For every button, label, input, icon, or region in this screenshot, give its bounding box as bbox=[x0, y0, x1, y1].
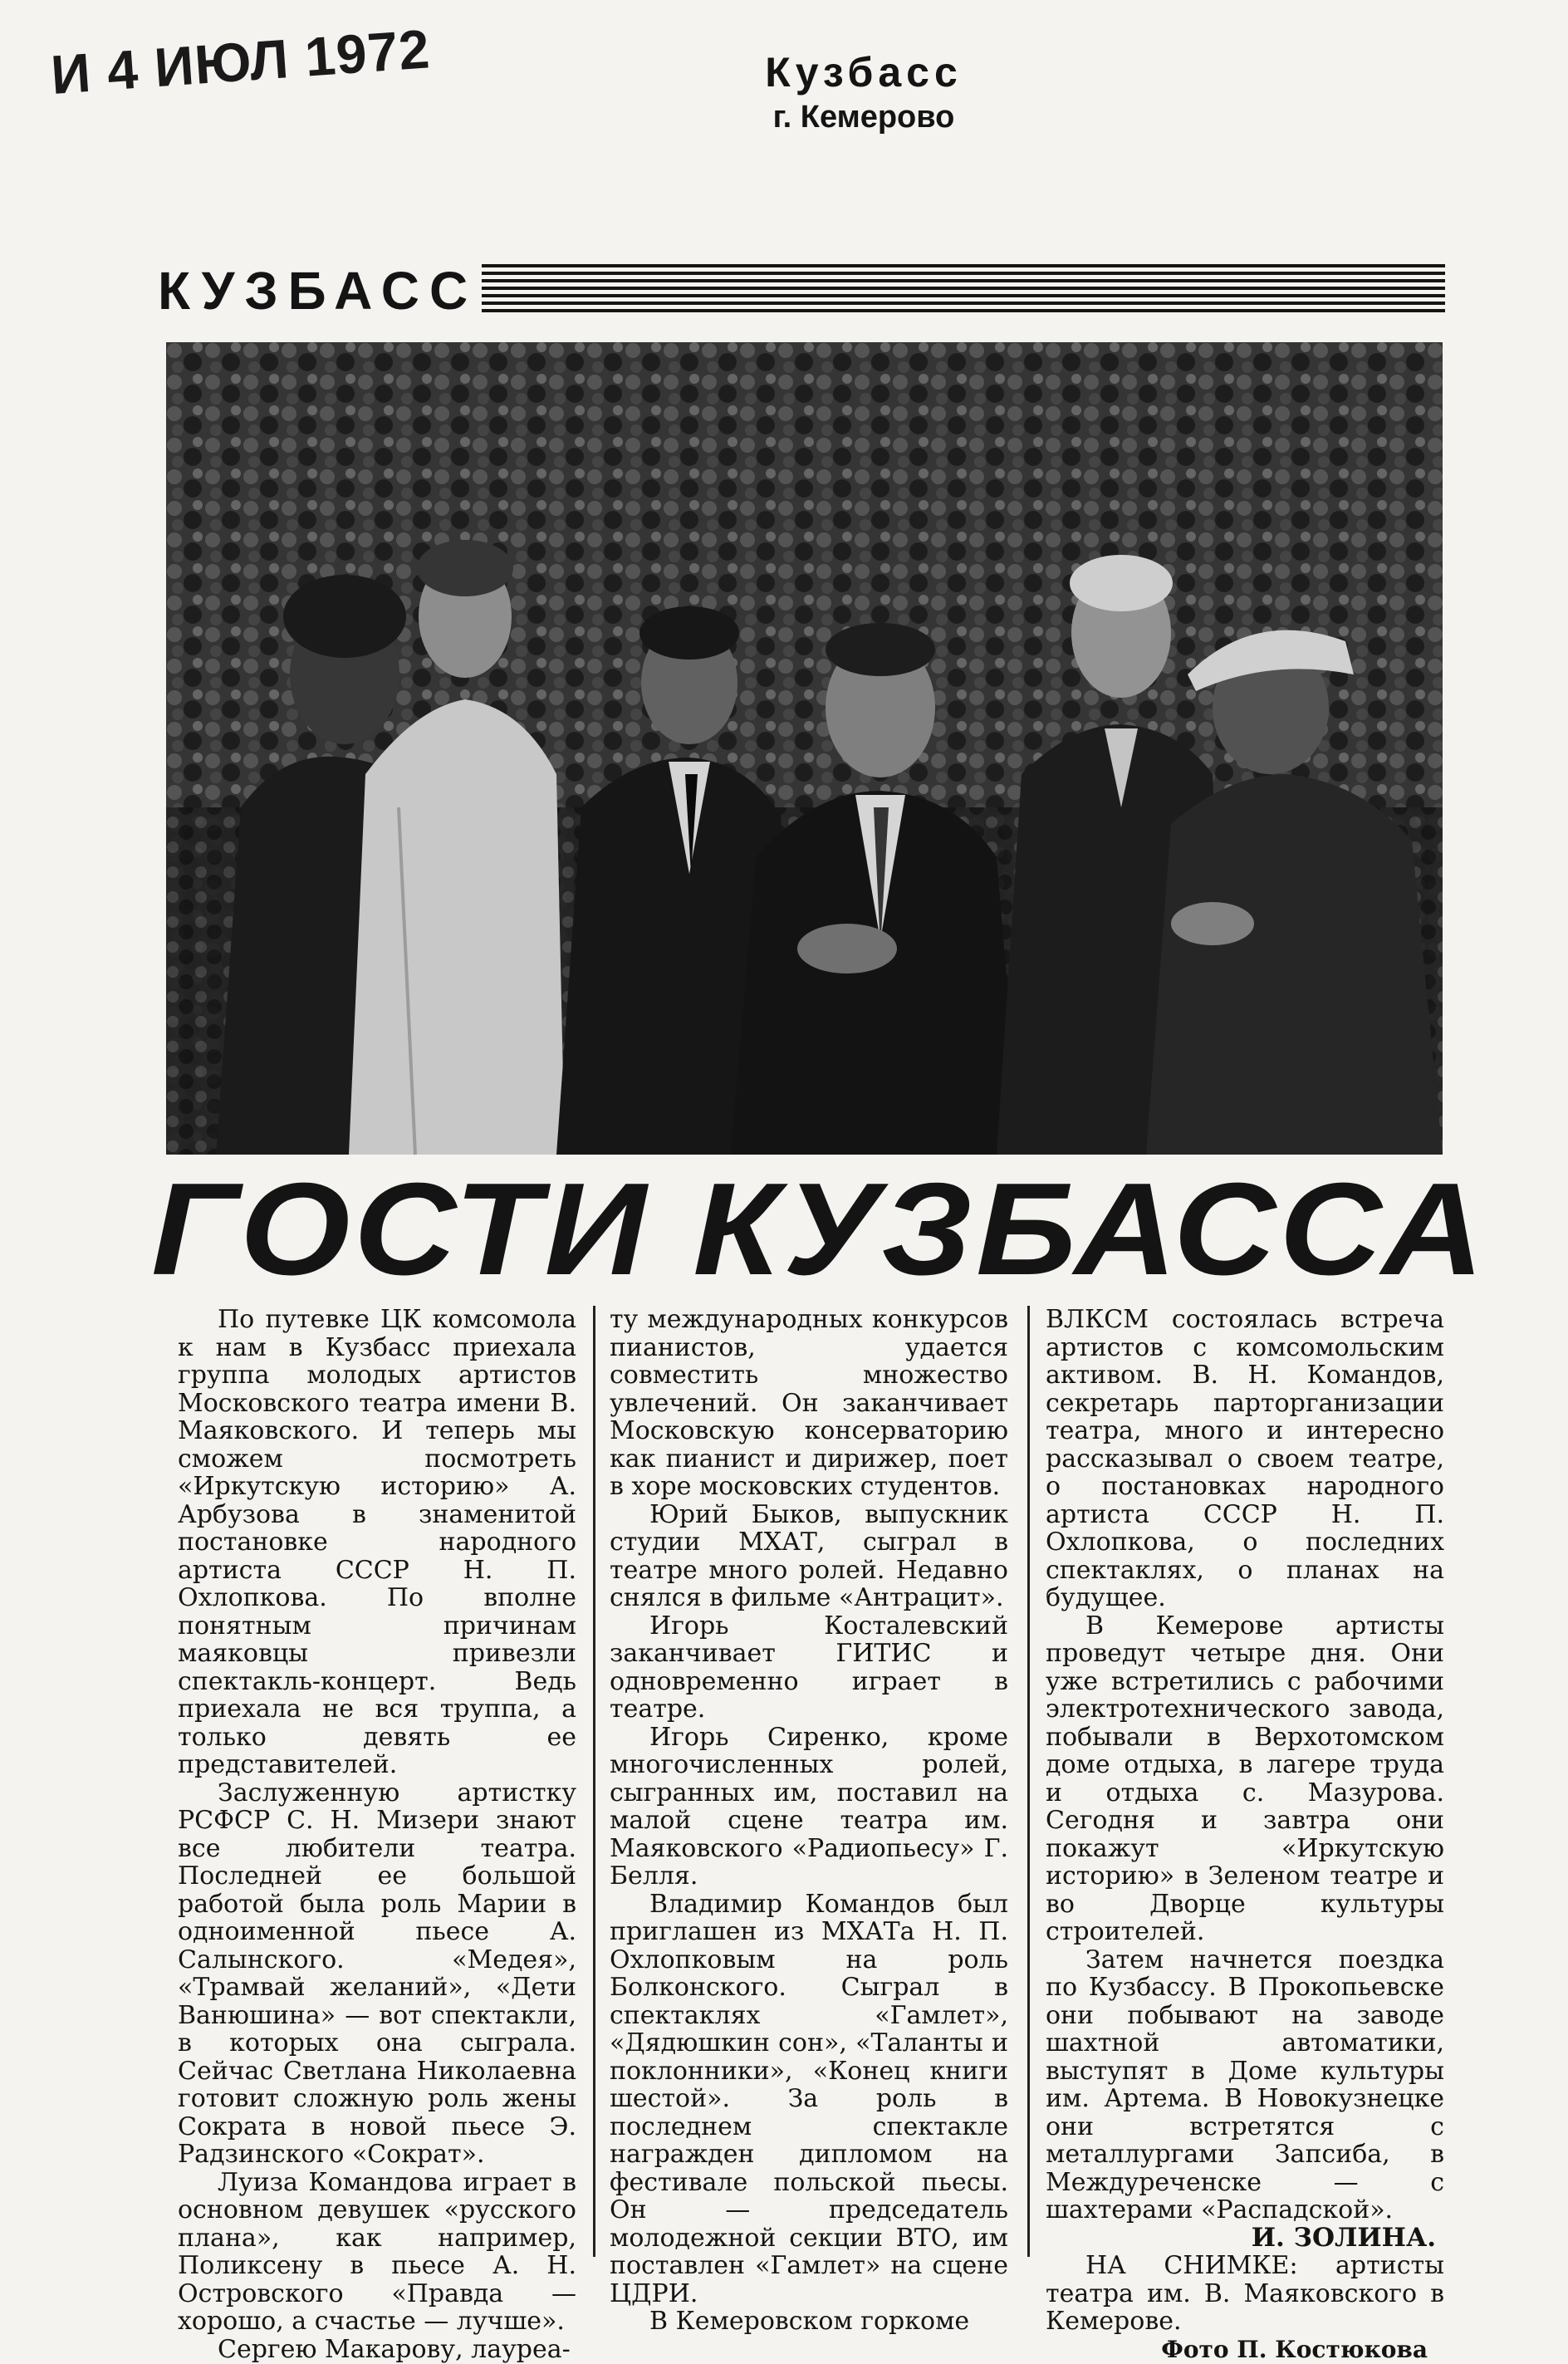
article-paragraph: ту международных конкурсов пианистов, удается совместить множество увлечений. Он заканчивает Московскую консерваторию как пианист и дирижер, поет в хоре московских студентов. bbox=[610, 1305, 1008, 1501]
article-paragraph: Затем начнется поездка по Кузбассу. В Прокопьевске они побывают на заводе шахтной автоматики, выступят в Доме культуры им. Артема. В Новокузнецке они встретятся с металлургами Запсиба, в Междуреченске — с шахтерами «Распадской». bbox=[1046, 1945, 1444, 2224]
article-paragraph: В Кемерове артисты проведут четыре дня. Они уже встретились с рабочими электротехнического завода, побывали в Верхотомском доме отдыха, в лагере труда и отдыха с. Мазурова. Сегодня и завтра они покажут «Иркутскую историю» в Зеленом театре и во Дворце культуры строителей. bbox=[1046, 1611, 1444, 1946]
masthead bbox=[158, 261, 1445, 321]
article-paragraph: Заслуженную артистку РСФСР С. Н. Мизери знают все любители театра. Последней ее большой работой была роль Марии в одноименной пьесе А. Салынского. «Медея», «Трамвай желаний», «Дети Ванюшина» — вот спектакли, в которых она сыграла. Сейчас Светлана Николаевна готовит сложную роль жены Сократа в новой пьесе Э. Радзинского «Сократ». bbox=[178, 1778, 576, 2169]
author-signature: И. ЗОЛИНА. bbox=[1251, 2222, 1436, 2253]
article-paragraph: Луиза Командова играет в основном девушек «русского плана», как например, Поликсену в пьесе А. Н. Островского «Правда — хорошо, а счастье — лучше». bbox=[178, 2167, 576, 2336]
headline: ГОСТИ КУЗБАССА bbox=[151, 1156, 1488, 1302]
photo-credit: Фото П. Костюкова bbox=[1161, 2335, 1428, 2363]
article-column-2 bbox=[610, 1305, 1008, 2336]
photo-caption: НА СНИМКЕ: артисты театра им. В. Маяковского в Кемерове. bbox=[1046, 2251, 1444, 2336]
group-photo-image bbox=[166, 342, 1443, 1155]
article-body bbox=[178, 1305, 1460, 2364]
source-newspaper-name: Кузбасс bbox=[765, 49, 963, 96]
article-paragraph: ВЛКСМ состоялась встреча артистов с комсомольским активом. В. Н. Командов, секретарь парторганизации театра, много и интересно рассказывал о своем театре, о постановках народного артиста СССР Н. П. Охлопкова, о последних спектаклях, о планах на будущее. bbox=[1046, 1305, 1444, 1612]
article-column-3 bbox=[1046, 1305, 1444, 2363]
article-paragraph: Владимир Командов был приглашен из МХАТа Н. П. Охлопковым на роль Болконского. Сыграл в спектаклях «Гамлет», «Дядюшкин сон», «Таланты и поклонники», «Конец книги шестой». За роль в последнем спектакле награжден дипломом на фестивале польской пьесы. Он — председатель молодежной секции ВТО, им поставлен «Гамлет» на сцене ЦДРИ. bbox=[610, 1889, 1008, 2308]
article-column-1 bbox=[178, 1305, 576, 2364]
masthead-rules bbox=[482, 264, 1445, 316]
clipping-source bbox=[689, 48, 1038, 135]
article-paragraph: По путевке ЦК комсомола к нам в Кузбасс приехала группа молодых артистов Московского театра имени В. Маяковского. И теперь мы сможем посмотреть «Иркутскую историю» А. Арбузова в знаменитой постановке народного артиста СССР Н. П. Охлопкова. По вполне понятным причинам маяковцы привезли спектакль-концерт. Ведь приехала не вся труппа, а только девять ее представителей. bbox=[178, 1305, 576, 1779]
article-paragraph: Сергею Макарову, лауреа- bbox=[218, 2334, 571, 2364]
masthead-label: КУЗБАСС bbox=[158, 261, 478, 321]
date-stamp: И 4 ИЮЛ 1972 bbox=[48, 17, 433, 105]
article-paragraph: Юрий Быков, выпускник студии МХАТ, сыграл в театре много ролей. Недавно снялся в фильме «Антрацит». bbox=[610, 1499, 1008, 1612]
source-city: г. Кемерово bbox=[772, 100, 955, 135]
group-photo bbox=[166, 342, 1443, 1155]
article-paragraph: Игорь Косталевский заканчивает ГИТИС и одновременно играет в театре. bbox=[610, 1611, 1008, 1724]
column-divider bbox=[593, 1306, 595, 2257]
column-divider bbox=[1027, 1306, 1030, 2257]
article-paragraph: В Кемеровском горкоме bbox=[649, 2307, 970, 2336]
article-paragraph: Игорь Сиренко, кроме многочисленных ролей, сыгранных им, поставил на малой сцене театра им. Маяковского «Радиопьесу» Г. Белля. bbox=[610, 1722, 1008, 1891]
